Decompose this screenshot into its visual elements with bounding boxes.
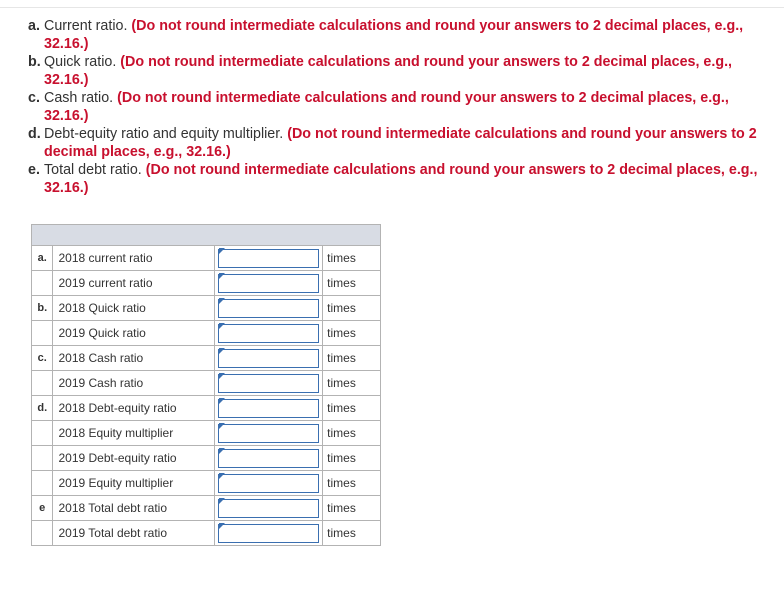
answer-table xyxy=(31,224,381,546)
input-corner-marker-icon xyxy=(219,448,225,454)
row-description: 2018 Debt-equity ratio xyxy=(53,396,215,421)
table-row xyxy=(32,346,381,371)
answer-input[interactable] xyxy=(218,324,319,343)
row-description: 2018 Cash ratio xyxy=(53,346,215,371)
row-description: 2018 Quick ratio xyxy=(53,296,215,321)
answer-cell xyxy=(215,421,323,446)
row-description: 2019 Equity multiplier xyxy=(53,471,215,496)
instruction-letter: e. xyxy=(28,162,40,178)
answer-input[interactable] xyxy=(218,449,319,468)
row-letter: c. xyxy=(32,346,53,371)
answer-cell xyxy=(215,296,323,321)
row-unit: times xyxy=(323,421,381,446)
instruction-label: Cash ratio. xyxy=(44,90,114,106)
input-corner-marker-icon xyxy=(219,298,225,304)
row-description: 2018 Equity multiplier xyxy=(53,421,215,446)
row-description: 2019 Quick ratio xyxy=(53,321,215,346)
table-row xyxy=(32,321,381,346)
instruction-note: (Do not round intermediate calculations and round your answers to 2 decimal places, e.g., 32.16.) xyxy=(44,126,757,160)
table-row xyxy=(32,296,381,321)
row-unit: times xyxy=(323,321,381,346)
row-unit: times xyxy=(323,271,381,296)
instruction-letter: b. xyxy=(28,54,41,70)
instruction-label: Quick ratio. xyxy=(44,54,117,70)
row-description: 2018 current ratio xyxy=(53,246,215,271)
row-description: 2019 Cash ratio xyxy=(53,371,215,396)
row-letter xyxy=(32,371,53,396)
answer-input[interactable] xyxy=(218,399,319,418)
answer-cell xyxy=(215,321,323,346)
table-row xyxy=(32,446,381,471)
instruction-d xyxy=(28,125,768,161)
table-row xyxy=(32,271,381,296)
instruction-letter: a. xyxy=(28,18,40,34)
instruction-label: Total debt ratio. xyxy=(44,162,142,178)
answer-input[interactable] xyxy=(218,349,319,368)
row-letter xyxy=(32,471,53,496)
answer-input[interactable] xyxy=(218,524,319,543)
answer-cell xyxy=(215,396,323,421)
instruction-e xyxy=(28,161,768,197)
table-row xyxy=(32,521,381,546)
answer-input[interactable] xyxy=(218,499,319,518)
top-divider xyxy=(0,7,784,8)
input-corner-marker-icon xyxy=(219,498,225,504)
row-unit: times xyxy=(323,471,381,496)
row-letter xyxy=(32,521,53,546)
answer-cell xyxy=(215,271,323,296)
row-letter xyxy=(32,271,53,296)
row-description: 2019 Total debt ratio xyxy=(53,521,215,546)
header-cell xyxy=(32,225,381,246)
instructions xyxy=(28,17,768,197)
input-corner-marker-icon xyxy=(219,323,225,329)
instruction-label: Debt-equity ratio and equity multiplier. xyxy=(44,126,284,142)
row-letter: d. xyxy=(32,396,53,421)
row-description: 2019 current ratio xyxy=(53,271,215,296)
row-unit: times xyxy=(323,371,381,396)
table-row xyxy=(32,496,381,521)
row-letter xyxy=(32,446,53,471)
row-unit: times xyxy=(323,296,381,321)
row-letter: a. xyxy=(32,246,53,271)
instruction-note: (Do not round intermediate calculations and round your answers to 2 decimal places, e.g., 32.16.) xyxy=(44,54,733,88)
table-row xyxy=(32,471,381,496)
instruction-b xyxy=(28,53,768,89)
input-corner-marker-icon xyxy=(219,273,225,279)
instruction-note: (Do not round intermediate calculations and round your answers to 2 decimal places, e.g., 32.16.) xyxy=(44,162,758,196)
row-letter: e xyxy=(32,496,53,521)
input-corner-marker-icon xyxy=(219,523,225,529)
row-description: 2018 Total debt ratio xyxy=(53,496,215,521)
answer-input[interactable] xyxy=(218,299,319,318)
row-unit: times xyxy=(323,346,381,371)
instruction-label: Current ratio. xyxy=(44,18,128,34)
input-corner-marker-icon xyxy=(219,473,225,479)
instruction-letter: c. xyxy=(28,90,40,106)
instruction-note: (Do not round intermediate calculations and round your answers to 2 decimal places, e.g., 32.16.) xyxy=(44,90,729,124)
row-letter: b. xyxy=(32,296,53,321)
row-letter xyxy=(32,421,53,446)
row-unit: times xyxy=(323,496,381,521)
input-corner-marker-icon xyxy=(219,348,225,354)
input-corner-marker-icon xyxy=(219,423,225,429)
row-letter xyxy=(32,321,53,346)
answer-input[interactable] xyxy=(218,424,319,443)
table-row xyxy=(32,371,381,396)
table-row xyxy=(32,396,381,421)
answer-input[interactable] xyxy=(218,374,319,393)
input-corner-marker-icon xyxy=(219,248,225,254)
table-row xyxy=(32,246,381,271)
answer-input[interactable] xyxy=(218,249,319,268)
answer-cell xyxy=(215,446,323,471)
answer-input[interactable] xyxy=(218,274,319,293)
answer-cell xyxy=(215,346,323,371)
answer-cell xyxy=(215,246,323,271)
row-unit: times xyxy=(323,446,381,471)
row-unit: times xyxy=(323,396,381,421)
row-unit: times xyxy=(323,246,381,271)
answer-cell xyxy=(215,496,323,521)
answer-cell xyxy=(215,471,323,496)
instruction-note: (Do not round intermediate calculations and round your answers to 2 decimal places, e.g., 32.16.) xyxy=(44,18,744,52)
answer-input[interactable] xyxy=(218,474,319,493)
input-corner-marker-icon xyxy=(219,373,225,379)
answer-cell xyxy=(215,371,323,396)
instruction-letter: d. xyxy=(28,126,41,142)
table-row xyxy=(32,421,381,446)
instruction-a xyxy=(28,17,768,53)
input-corner-marker-icon xyxy=(219,398,225,404)
table-header xyxy=(32,225,381,246)
row-description: 2019 Debt-equity ratio xyxy=(53,446,215,471)
row-unit: times xyxy=(323,521,381,546)
answer-cell xyxy=(215,521,323,546)
instruction-c xyxy=(28,89,768,125)
